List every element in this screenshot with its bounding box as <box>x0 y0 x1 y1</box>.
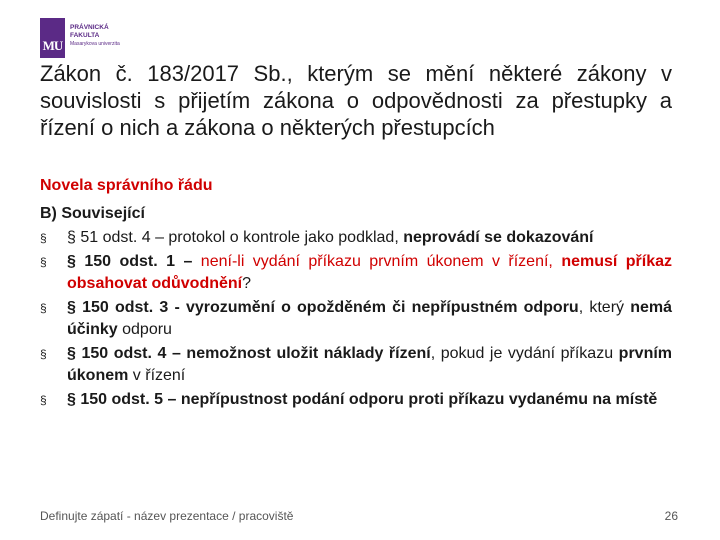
item-text-bold: nemá účinky <box>67 299 673 338</box>
slide-content <box>40 203 672 413</box>
item-text-bold: § 150 odst. 4 – nemožnost uložit náklady řízení <box>67 345 431 362</box>
faculty-logo <box>40 18 140 58</box>
item-text-bold: § 150 odst. 3 - vyrozumění o opožděném či nepřípustném odporu <box>67 299 579 316</box>
item-text-bold: neprovádí se dokazování <box>403 229 594 246</box>
slide-subtitle: Novela správního řádu <box>40 177 213 194</box>
logo-mark-text: MU <box>42 38 63 53</box>
item-text: § 51 odst. 4 – protokol o kontrole jako podklad, <box>67 229 404 246</box>
logo-text <box>70 24 120 48</box>
item-text-red: není-li vydání příkazu prvním úkonem v řízení, <box>200 253 562 270</box>
logo-mark <box>40 18 65 58</box>
logo-line-3: Masarykova univerzita <box>70 41 120 47</box>
item-text: ? <box>242 275 252 292</box>
bullet-icon: § <box>40 347 47 361</box>
bullet-icon: § <box>40 393 47 407</box>
item-text-bold: § 150 odst. 5 – nepřípustnost podání odporu proti příkazu vydanému na místě <box>67 391 658 408</box>
item-text-red-bold: nemusí příkaz obsahovat odůvodnění <box>67 253 673 292</box>
logo-line-1: PRÁVNICKÁ <box>70 24 109 31</box>
bullet-icon: § <box>40 255 47 269</box>
section-heading: B) Související <box>40 205 145 222</box>
logo-line-2: FAKULTA <box>70 32 100 39</box>
footer-text: Definujte zápatí - název prezentace / pracoviště <box>40 509 294 523</box>
list-item <box>40 297 672 341</box>
item-text-bold: § 150 odst. 1 – <box>67 253 201 270</box>
list-item <box>40 227 672 249</box>
item-text: , pokud je vydání příkazu <box>430 345 619 362</box>
bullet-icon: § <box>40 301 47 315</box>
list-item <box>40 343 672 387</box>
bullet-list <box>40 227 672 411</box>
item-text: odporu <box>117 321 172 338</box>
bullet-icon: § <box>40 231 47 245</box>
page-number: 26 <box>664 509 678 523</box>
item-text: , který <box>578 299 631 316</box>
item-text: v řízení <box>128 367 186 384</box>
list-item <box>40 389 672 411</box>
list-item <box>40 251 672 295</box>
item-text-bold: prvním úkonem <box>67 345 673 384</box>
slide-title: Zákon č. 183/2017 Sb., kterým se mění některé zákony v souvislosti s přijetím zákona o odpovědnosti za přestupky a řízení o nich a zákona o některých přestupcích <box>40 61 672 140</box>
